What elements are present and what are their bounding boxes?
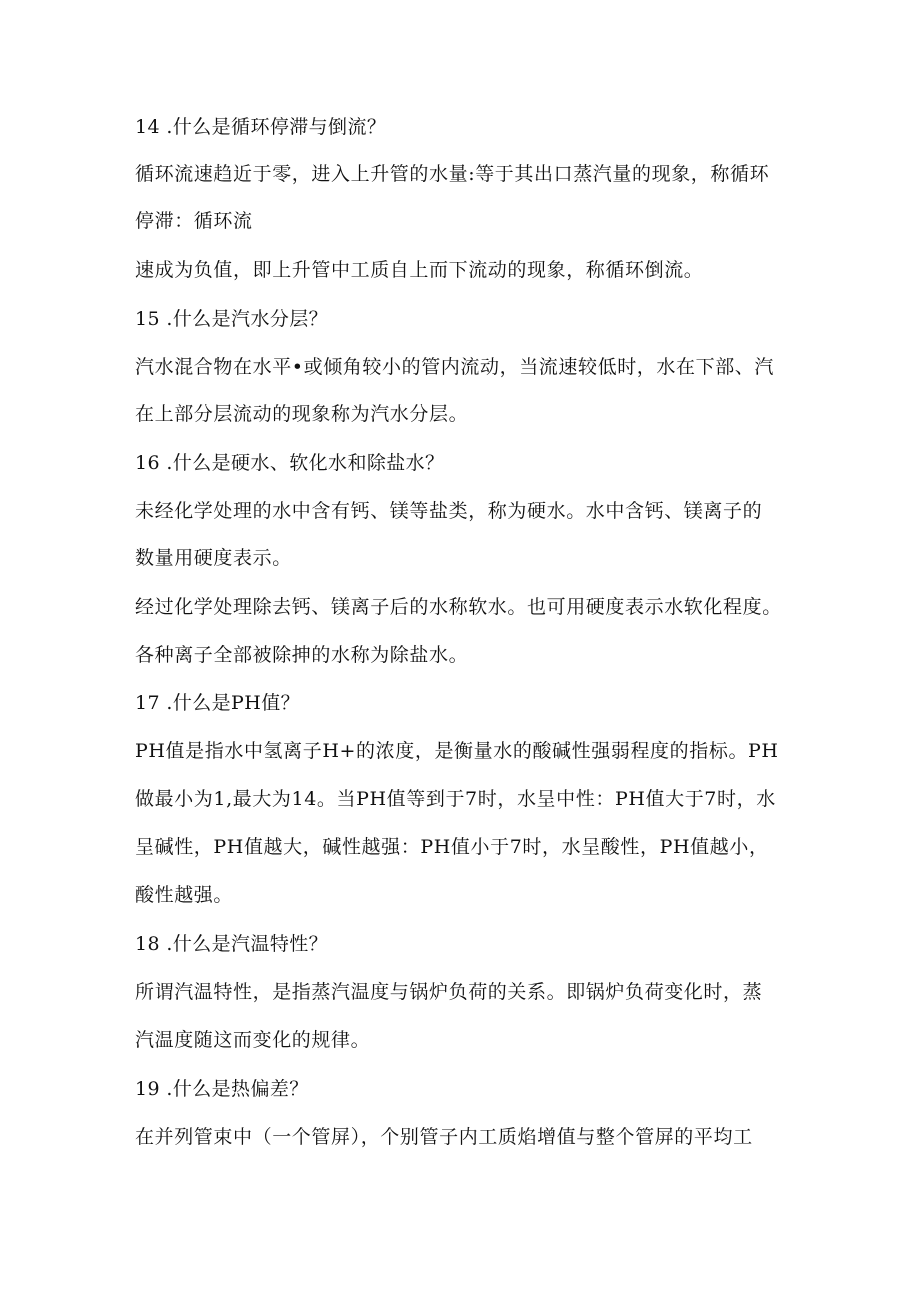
- answer-16-line-3: 经过化学处理除去钙、镁离子后的水称软水。也可用硬度表示水软化程度。: [135, 596, 782, 618]
- answer-17-line-4: 酸性越强。: [135, 884, 234, 906]
- question-18-heading: 18 .什么是汽温特性？: [135, 933, 329, 955]
- question-19-heading: 19 .什么是热偏差？: [135, 1078, 309, 1100]
- answer-16-line-4: 各种离子全部被除抻的水称为除盐水。: [135, 644, 469, 666]
- answer-16-line-2: 数量用硬度表示。: [135, 547, 292, 569]
- answer-18-line-1: 所谓汽温特性，是指蒸汽温度与锅炉负荷的关系。即锅炉负荷变化时，蒸: [135, 981, 763, 1003]
- answer-17-line-1: PH值是指水中氢离子H+的浓度，是衡量水的酸碱性强弱程度的指标。PH: [135, 740, 779, 762]
- answer-16-line-1: 未经化学处理的水中含有钙、镁等盐类，称为硬水。水中含钙、镁离子的: [135, 500, 763, 522]
- question-16-heading: 16 .什么是硬水、软化水和除盐水？: [135, 452, 445, 474]
- answer-17-line-2: 做最小为1,最大为14。当PH值等到于7时，水呈中性：PH值大于7时，水: [135, 788, 776, 810]
- answer-18-line-2: 汽温度随这而变化的规律。: [135, 1029, 371, 1051]
- question-15-heading: 15 .什么是汽水分层？: [135, 308, 329, 330]
- answer-17-line-3: 呈碱性，PH值越大，碱性越强：PH值小于7时，水呈酸性，PH值越小，: [135, 836, 769, 858]
- answer-15-line-2: 在上部分层流动的现象称为汽水分层。: [135, 403, 469, 425]
- question-14-heading: 14 .什么是循环停滞与倒流？: [135, 116, 387, 138]
- answer-19-line-1: 在并列管束中（一个管屏），个别管子内工质焰增值与整个管屏的平均工: [135, 1126, 753, 1148]
- question-17-heading: 17 .什么是PH值？: [135, 692, 301, 714]
- answer-14-line-1: 循环流速趋近于零，进入上升管的水量:等于其出口蒸汽量的现象，称循环: [135, 163, 770, 185]
- answer-14-line-2: 停滞：循环流: [135, 210, 253, 232]
- answer-15-line-1: 汽水混合物在水平•或倾角较小的管内流动，当流速较低时，水在下部、汽: [135, 356, 775, 378]
- answer-14-line-3: 速成为负值，即上升管中工质自上而下流动的现象，称循环倒流。: [135, 259, 704, 281]
